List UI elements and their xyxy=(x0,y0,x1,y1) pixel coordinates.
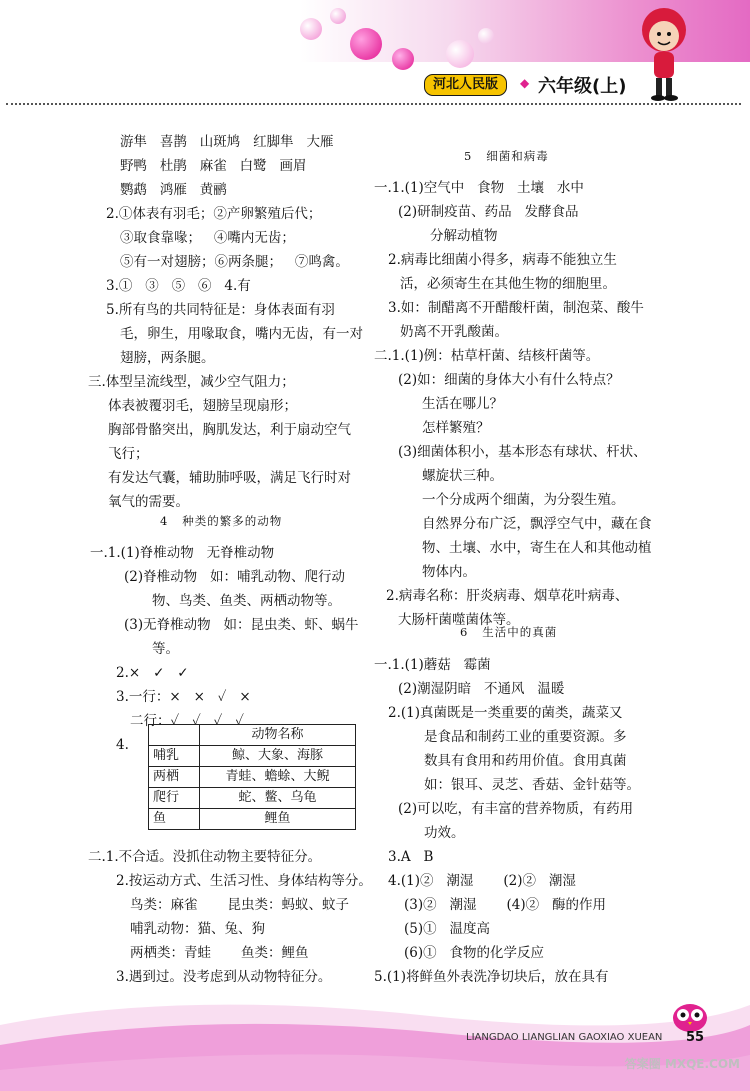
text-line: 体表被覆羽毛，翅膀呈现扇形； xyxy=(108,398,297,414)
text-line: 螺旋状三种。 xyxy=(422,468,503,484)
text-line: 物体内。 xyxy=(422,564,476,580)
text-line: (2)可以吃，有丰富的营养物质，有药用 xyxy=(398,801,634,817)
text-line: ⑤有一对翅膀；⑥两条腿； ⑦鸣禽。 xyxy=(120,254,349,270)
text-line: 两栖类：青蛙 鱼类：鲤鱼 xyxy=(130,945,309,961)
decor-bubble xyxy=(350,28,382,60)
text-line: (6)① 食物的化学反应 xyxy=(404,945,544,961)
text-line: 3.① ③ ⑤ ⑥ 4.有 xyxy=(106,278,251,294)
text-line: 等。 xyxy=(152,641,179,657)
text-line: 如：银耳、灵芝、香菇、金针菇等。 xyxy=(424,777,640,793)
text-line: 3.如：制醋离不开醋酸杆菌，制泡菜、酸牛 xyxy=(388,300,644,316)
text-line: 野鸭 杜鹃 麻雀 白鹭 画眉 xyxy=(120,158,307,174)
text-line: (3)② 潮湿 (4)② 酶的作用 xyxy=(404,897,607,913)
text-line: 毛，卵生，用喙取食，嘴内无齿，有一对 xyxy=(120,326,363,342)
table-cell: 两栖 xyxy=(149,767,200,788)
text-line: 二.1.(1)例：枯草杆菌、结核杆菌等。 xyxy=(374,348,600,364)
table-cell: 鲤鱼 xyxy=(200,809,356,830)
table-cell: 鲸、大象、海豚 xyxy=(200,746,356,767)
text-line: 3.一行：× × ✓ × xyxy=(116,689,251,705)
text-line: 分解动植物 xyxy=(430,228,498,244)
diamond-icon: ◆ xyxy=(520,76,530,90)
text-line: 鹦鹉 鸿雁 黄鹂 xyxy=(120,182,227,198)
text-line: 一.1.(1)蘑菇 霉菌 xyxy=(374,657,491,673)
mascot-character xyxy=(634,6,694,102)
grade-label: 六年级(上) xyxy=(538,76,627,97)
text-line: (2)如：细菌的身体大小有什么特点？ xyxy=(398,372,620,388)
text-line: 物、鸟类、鱼类、两栖动物等。 xyxy=(152,593,341,609)
table-row xyxy=(149,788,356,809)
table-header: 动物名称 xyxy=(200,725,356,746)
text-line: 一.1.(1)空气中 食物 土壤 水中 xyxy=(374,180,584,196)
text-line: 3.遇到过。没考虑到从动物特征分。 xyxy=(116,969,332,985)
text-line: 物、土壤、水中，寄生在人和其他动植 xyxy=(422,540,652,556)
table-cell: 青蛙、蟾蜍、大鲵 xyxy=(200,767,356,788)
table-row xyxy=(149,725,356,746)
text-line: (5)① 温度高 xyxy=(404,921,490,937)
table-row xyxy=(149,809,356,830)
table-cell: 哺乳 xyxy=(149,746,200,767)
text-line: 2.①体表有羽毛；②产卵繁殖后代； xyxy=(106,206,322,222)
text-line: (3)细菌体积小，基本形态有球状、杆状、 xyxy=(398,444,647,460)
text-line: 怎样繁殖？ xyxy=(422,420,490,436)
header-divider xyxy=(6,103,741,105)
text-line: 奶离不开乳酸菌。 xyxy=(400,324,508,340)
text-line: 2.按运动方式、生活习性、身体结构等分。 xyxy=(116,873,372,889)
text-line: 二.1.不合适。没抓住动物主要特征分。 xyxy=(88,849,322,865)
text-line: 翅膀，两条腿。 xyxy=(120,350,215,366)
text-line: 2.病毒比细菌小得多，病毒不能独立生 xyxy=(388,252,617,268)
section-4-title: 4 种类的繁多的动物 xyxy=(160,514,283,528)
text-line: 三.体型呈流线型，减少空气阻力； xyxy=(88,374,295,390)
text-line: 2.× ✓ ✓ xyxy=(116,665,189,681)
table-cell: 蛇、鳖、乌龟 xyxy=(200,788,356,809)
text-line: 生活在哪儿？ xyxy=(422,396,503,412)
text-line: 自然界分布广泛，飘浮空气中，藏在食 xyxy=(422,516,652,532)
text-line: 有发达气囊，辅助肺呼吸，满足飞行时对 xyxy=(108,470,351,486)
animal-table xyxy=(148,724,356,830)
table-row xyxy=(149,746,356,767)
table-cell: 爬行 xyxy=(149,788,200,809)
text-line: 数具有食用和药用价值。食用真菌 xyxy=(424,753,627,769)
text-line: 2.(1)真菌既是一类重要的菌类，蔬菜又 xyxy=(388,705,623,721)
text-line: 一个分成两个细菌，为分裂生殖。 xyxy=(422,492,625,508)
text-line: 5.所有鸟的共同特征是：身体表面有羽 xyxy=(106,302,335,318)
decor-bubble xyxy=(392,48,414,70)
text-line: 3.A B xyxy=(388,849,434,865)
series-name: LIANGDAO LIANGLIAN GAOXIAO XUEAN xyxy=(466,1032,663,1043)
text-line: 2.病毒名称：肝炎病毒、烟草花叶病毒、 xyxy=(386,588,629,604)
watermark: 答案圈 MXQE.COM xyxy=(624,1057,740,1071)
text-line: 氧气的需要。 xyxy=(108,494,189,510)
text-line: 4. xyxy=(116,737,129,753)
owl-icon xyxy=(670,998,710,1034)
decor-bubble xyxy=(330,8,346,24)
decor-bubble xyxy=(478,28,494,44)
text-line: 5.(1)将鲜鱼外表洗净切块后，放在具有 xyxy=(374,969,609,985)
text-line: 4.(1)② 潮湿 (2)② 潮湿 xyxy=(388,873,576,889)
text-line: 二行：✓ ✓ ✓ ✓ xyxy=(130,713,244,729)
decor-bubble xyxy=(300,18,322,40)
text-line: 胸部骨骼突出，胸肌发达，利于扇动空气 xyxy=(108,422,351,438)
text-line: 一.1.(1)脊椎动物 无脊椎动物 xyxy=(90,545,275,561)
text-line: (3)无脊椎动物 如：昆虫类、虾、蜗牛 xyxy=(124,617,359,633)
table-cell: 鱼 xyxy=(149,809,200,830)
page-number: 55 xyxy=(686,1030,705,1045)
table-row xyxy=(149,767,356,788)
text-line: 游隼 喜鹊 山斑鸠 红脚隼 大雁 xyxy=(120,134,334,150)
publisher-badge: 河北人民版 xyxy=(424,74,507,96)
text-line: 大肠杆菌噬菌体等。 xyxy=(398,612,520,628)
text-line: 功效。 xyxy=(424,825,465,841)
text-line: 活，必须寄生在其他生物的细胞里。 xyxy=(400,276,616,292)
text-line: 是食品和制药工业的重要资源。多 xyxy=(424,729,627,745)
section-5-title: 5 细菌和病毒 xyxy=(464,149,549,163)
text-line: 飞行； xyxy=(108,446,149,462)
text-line: 鸟类：麻雀 昆虫类：蚂蚁、蚊子 xyxy=(130,897,350,913)
decor-bubble xyxy=(446,40,474,68)
text-line: 哺乳动物：猫、兔、狗 xyxy=(130,921,265,937)
text-line: (2)脊椎动物 如：哺乳动物、爬行动 xyxy=(124,569,345,585)
table-cell xyxy=(149,725,200,746)
text-line: ③取食靠喙； ④嘴内无齿； xyxy=(120,230,295,246)
text-line: (2)研制疫苗、药品 发酵食品 xyxy=(398,204,579,220)
section-6-title: 6 生活中的真菌 xyxy=(460,625,558,639)
text-line: (2)潮湿阴暗 不通风 温暖 xyxy=(398,681,565,697)
